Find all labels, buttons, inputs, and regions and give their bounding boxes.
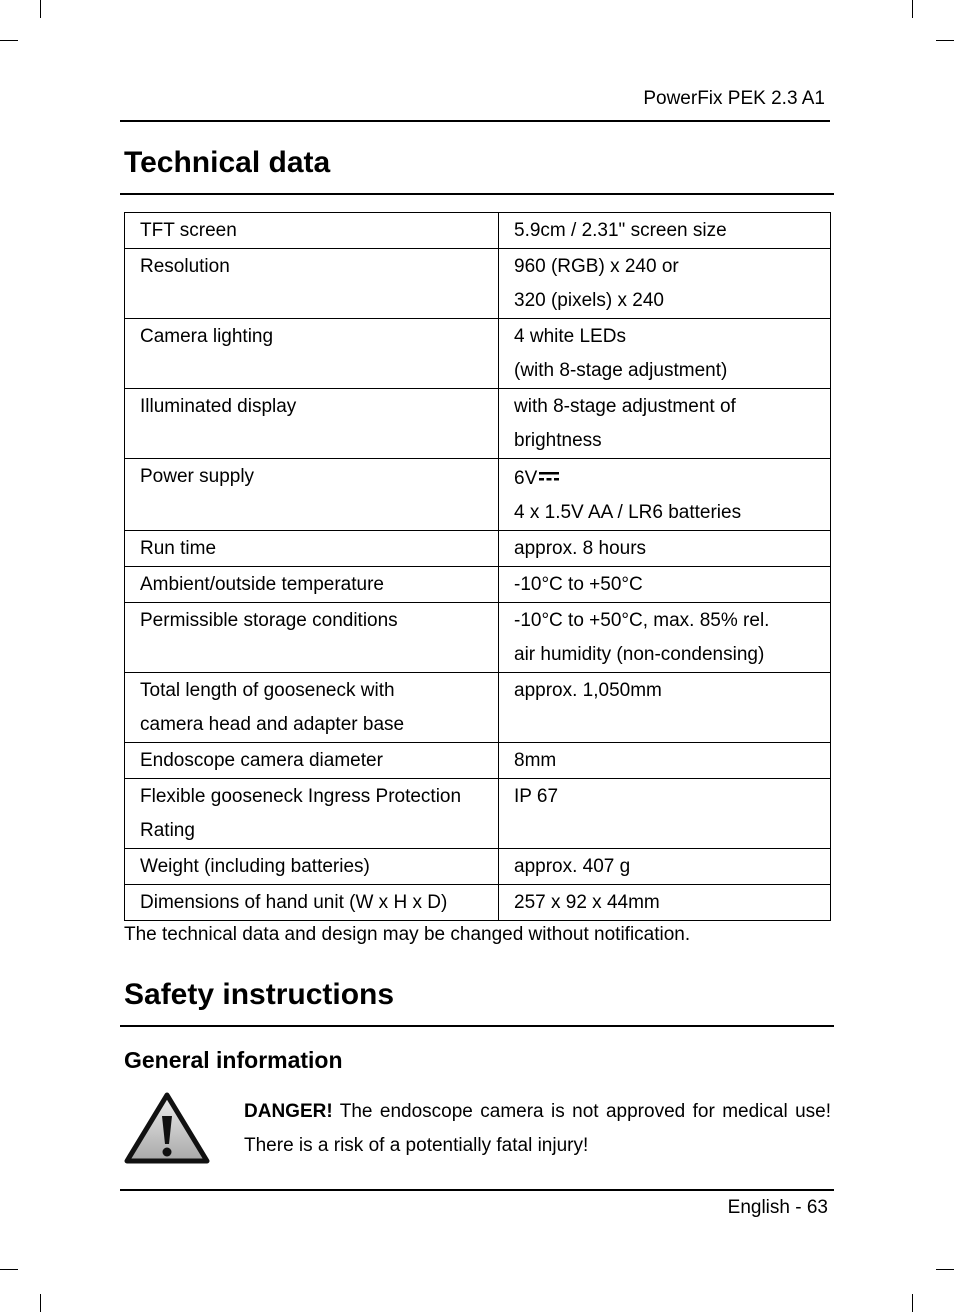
crop-mark (40, 1294, 41, 1312)
spec-value-cell (499, 567, 831, 603)
general-information-heading: General information (124, 1047, 343, 1073)
table-row (125, 849, 831, 885)
spec-value-line: -10°C to +50°C, max. 85% rel. (514, 610, 770, 631)
spec-value-line: approx. 407 g (514, 856, 631, 877)
spec-value-cell (499, 885, 831, 921)
table-row (125, 673, 831, 743)
spec-value-line: 960 (RGB) x 240 or (514, 256, 679, 277)
spec-value-cell (499, 779, 831, 849)
spec-label-cell (125, 849, 499, 885)
table-row (125, 389, 831, 459)
table-row (125, 603, 831, 673)
spec-value-line: approx. 1,050mm (514, 680, 662, 701)
crop-mark (40, 0, 41, 18)
spec-label-cell (125, 319, 499, 389)
spec-label-line: Total length of gooseneck with (140, 680, 395, 701)
spec-label-cell (125, 779, 499, 849)
spec-value-line: (with 8-stage adjustment) (514, 360, 728, 381)
spec-label-line: TFT screen (140, 220, 237, 241)
spec-label-line: Camera lighting (140, 326, 274, 347)
table-row (125, 249, 831, 319)
spec-label-cell (125, 249, 499, 319)
spec-value-line: 5.9cm / 2.31" screen size (514, 220, 727, 241)
spec-label-cell (125, 459, 499, 531)
table-row (125, 213, 831, 249)
crop-mark (912, 1294, 913, 1312)
table-row (125, 567, 831, 603)
spec-label-line: Weight (including batteries) (140, 856, 370, 877)
spec-value-line: 4 x 1.5V AA / LR6 batteries (514, 502, 742, 523)
spec-label-cell (125, 885, 499, 921)
crop-mark (936, 40, 954, 41)
spec-label-cell (125, 213, 499, 249)
technical-data-table-body (125, 213, 831, 921)
table-row (125, 319, 831, 389)
spec-value-line: 4 white LEDs (514, 326, 626, 347)
crop-mark (0, 1269, 18, 1270)
safety-instructions-rule (120, 1025, 834, 1027)
spec-value-cell (499, 213, 831, 249)
spec-label-line: Illuminated display (140, 396, 297, 417)
crop-mark (936, 1269, 954, 1270)
spec-label-cell (125, 673, 499, 743)
spec-label-line: Endoscope camera diameter (140, 750, 383, 771)
table-row (125, 779, 831, 849)
spec-label-line: camera head and adapter base (140, 714, 405, 735)
spec-value-line: -10°C to +50°C (514, 574, 643, 595)
spec-value-line: 8mm (514, 750, 557, 771)
spec-label-line: Flexible gooseneck Ingress Protection (140, 786, 462, 807)
spec-label-cell (125, 603, 499, 673)
spec-value-cell (499, 389, 831, 459)
spec-value-line: 6V (514, 468, 538, 489)
spec-label-line: Dimensions of hand unit (W x H x D) (140, 892, 448, 913)
danger-paragraph (244, 1095, 831, 1163)
spec-label-cell (125, 743, 499, 779)
spec-value-line: 320 (pixels) x 240 (514, 290, 664, 311)
danger-text: The endoscope camera is not approved for medical use! There is a risk of a potentially fatal injury! (244, 1101, 831, 1156)
spec-value-cell (499, 673, 831, 743)
technical-data-rule (120, 193, 834, 195)
table-row (125, 459, 831, 531)
spec-value-line: approx. 8 hours (514, 538, 647, 559)
footer-rule (120, 1189, 834, 1191)
crop-mark (912, 0, 913, 18)
spec-label-line: Resolution (140, 256, 230, 277)
safety-instructions-title: Safety instructions (124, 978, 395, 1011)
danger-label: DANGER! (244, 1101, 333, 1122)
spec-value-cell (499, 459, 831, 531)
spec-label-line: Power supply (140, 466, 255, 487)
spec-value-cell (499, 603, 831, 673)
page-number: English - 63 (727, 1197, 828, 1218)
spec-label-cell (125, 567, 499, 603)
spec-label-cell (125, 389, 499, 459)
spec-value-line: 257 x 92 x 44mm (514, 892, 660, 913)
crop-mark (0, 40, 18, 41)
header-rule (120, 120, 830, 122)
spec-value-line: air humidity (non-condensing) (514, 644, 765, 665)
spec-label-cell (125, 531, 499, 567)
header-product-name: PowerFix PEK 2.3 A1 (643, 88, 825, 109)
spec-label-line: Rating (140, 820, 195, 841)
spec-value-cell (499, 743, 831, 779)
technical-data-table (124, 212, 831, 921)
spec-label-line: Ambient/outside temperature (140, 574, 384, 595)
spec-label-line: Run time (140, 538, 217, 559)
table-row (125, 531, 831, 567)
table-row (125, 885, 831, 921)
spec-label-line: Permissible storage conditions (140, 610, 398, 631)
spec-value-cell (499, 249, 831, 319)
spec-value-line: IP 67 (514, 786, 559, 807)
spec-value-line: with 8-stage adjustment of (514, 396, 736, 417)
technical-data-note: The technical data and design may be changed without notification. (124, 924, 691, 945)
spec-value-cell (499, 849, 831, 885)
table-row (125, 743, 831, 779)
dc-power-symbol-icon (539, 460, 559, 494)
spec-value-cell (499, 319, 831, 389)
spec-value-cell (499, 531, 831, 567)
spec-value-line: brightness (514, 430, 602, 451)
technical-data-title: Technical data (124, 146, 331, 179)
warning-triangle-icon (124, 1092, 210, 1169)
